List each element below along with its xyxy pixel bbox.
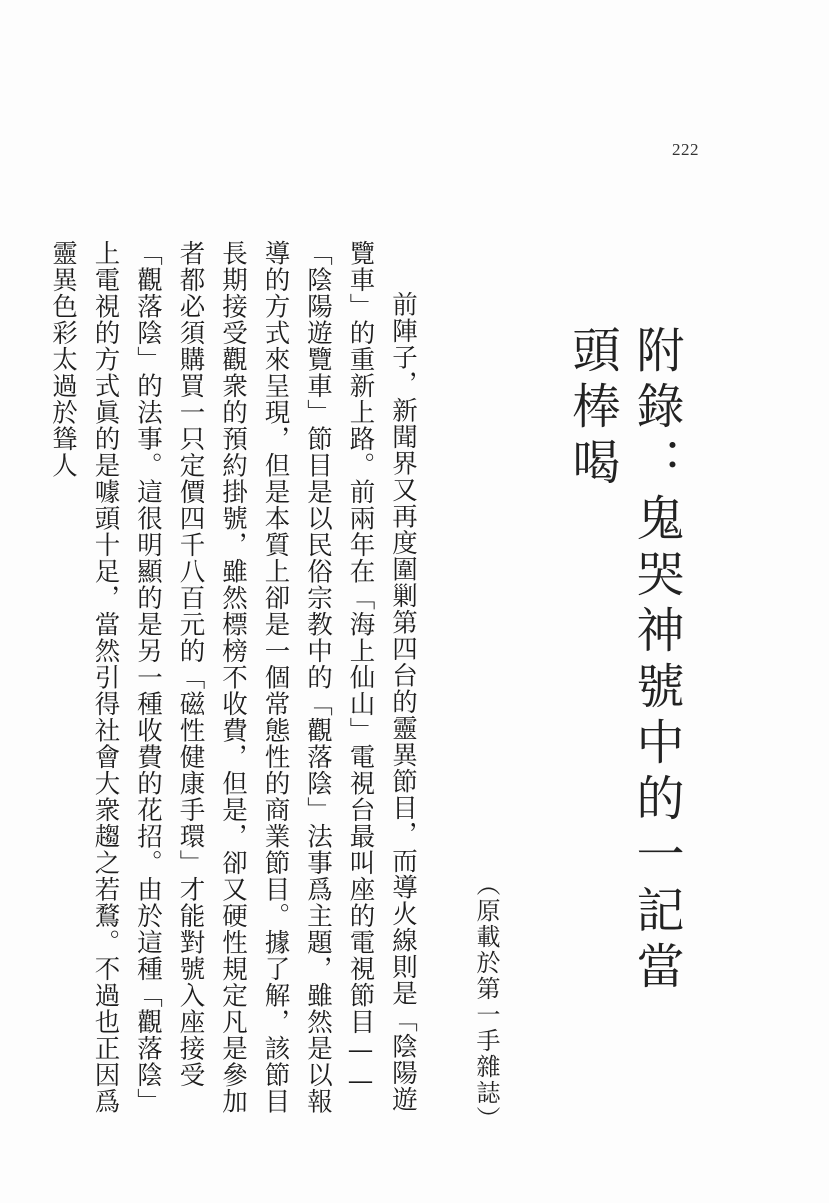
source-note: （原載於第一手雜誌）: [472, 872, 500, 1132]
page-number: 222: [672, 140, 699, 159]
body-text: [48, 240, 424, 1120]
body-paragraph: 前陣子，新聞界又再度圍剿第四台的靈異節目，而導火線則是「陰陽遊覽車」的重新上路。前兩年在「海上仙山」電視台最叫座的電視節目——「陰陽遊覽車」節目是以民俗宗教中的「觀落陰」法事爲主題，雖然是以報導的方式來呈現，但是本質上卻是一個常態性的商業節目。據了解，該節目長期接受觀衆的預約掛號，雖然標榜不收費，但是，卻又硬性規定凡是參加者都必須購買一只定價四千八百元的「磁性健康手環」才能對號入座接受「觀落陰」的法事。這很明顯的是另一種收費的花招。由於這種「觀落陰」上電視的方式眞的是噱頭十足，當然引得社會大衆趨之若鶩。不過也正因爲靈異色彩太過於聳人: [48, 240, 418, 1115]
chapter-title: 附錄：鬼哭神號中的一記當頭棒喝: [564, 325, 684, 997]
